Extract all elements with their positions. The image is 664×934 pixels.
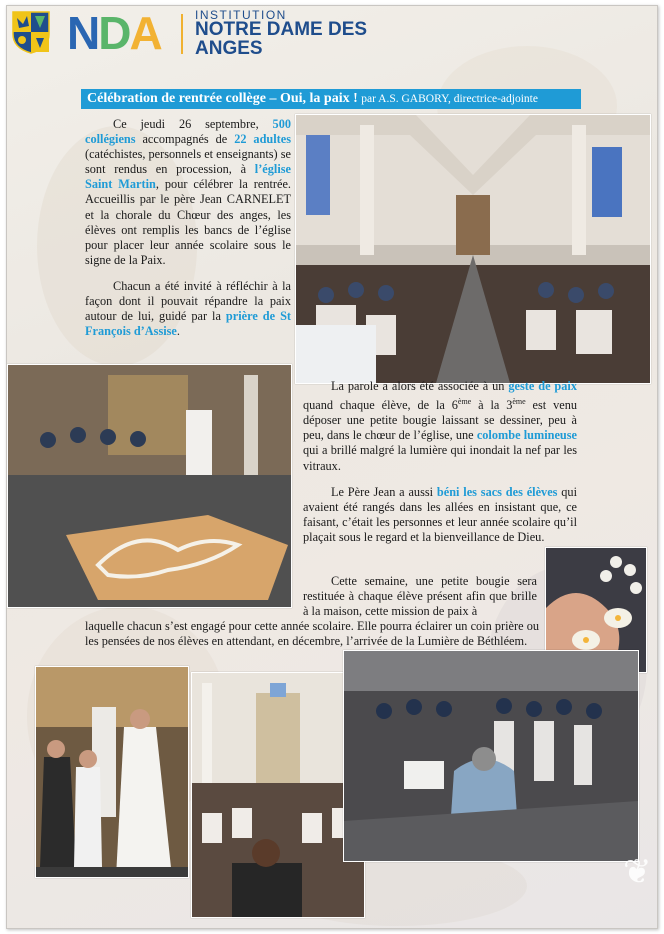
institution-label: INSTITUTION (195, 8, 287, 22)
logo-divider (181, 14, 183, 54)
logo-letter: A (129, 7, 161, 59)
blessing-photo (35, 666, 189, 878)
paragraph: Cette semaine, une petite bougie sera restituée à chaque élève présent afin que brille à la maison, cette mission de paix à (303, 574, 537, 619)
nave-photo (191, 672, 365, 918)
article-title: Célébration de rentrée collège – Oui, la paix ! (87, 91, 358, 106)
article-title-bar (81, 89, 581, 109)
paragraph: Le Père Jean a aussi béni les sacs des élèves qui avaient été rangés dans les allées en insistant que, ce faisant, c’était les personnes et leur année scolaire qu’il plaçait sous le regard et la bienveillance de Dieu. (303, 484, 578, 544)
closing-text-end (85, 619, 539, 649)
logo-letter: D (98, 7, 130, 59)
crest-icon (11, 10, 51, 54)
paragraph: La parole a alors été associée à un geste de paix quand chaque élève, de la 6ème à la 3ème est venu déposer une petite bougie laissant se dessiner, peu à peu, dans le chœur de l’église, une colombe lumineuse qui a brillé malgré la lumière qui inondait la nef par les vitraux. (303, 379, 577, 473)
article-byline: par A.S. GABORY, directrice-adjointe (361, 93, 538, 105)
paragraph: laquelle chacun s’est engagé pour cette année scolaire. Elle pourra éclairer un coin prière ou les pensées de nos élèves en attendant, en décembre, l’arrivée de la Lumière de Béthléem. (85, 619, 539, 649)
newsletter-page (6, 5, 658, 929)
intro-text (85, 117, 291, 350)
brand-logo (67, 7, 161, 59)
paragraph: Ce jeudi 26 septembre, 500 collégiens accompagnés de 22 adultes (catéchistes, personnels et enseignants) se sont rendus en procession, à l’église Saint Martin, pour célébrer la rentrée. Accueillis par le père Jean CARNELET et la chorale du Chœur des anges, les élèves ont remplis les bancs de l’église pour placer leur année scolaire sous le signe de la Paix. (85, 117, 292, 267)
middle-text (303, 379, 577, 556)
decorative-glyph-icon: ❦ (623, 854, 652, 891)
church-interior-photo (295, 114, 651, 384)
paragraph: Chacun a été invité à réfléchir à la façon dont il pouvait répandre la paix autour de lui, guidé par la prière de St François d’Assise. (85, 278, 291, 339)
logo-letter: N (67, 7, 99, 59)
choir-photo (343, 650, 639, 862)
institution-name: NOTRE DAME DES ANGES (195, 19, 368, 59)
closing-text-start (303, 574, 537, 619)
candle-dove-photo (7, 364, 292, 608)
